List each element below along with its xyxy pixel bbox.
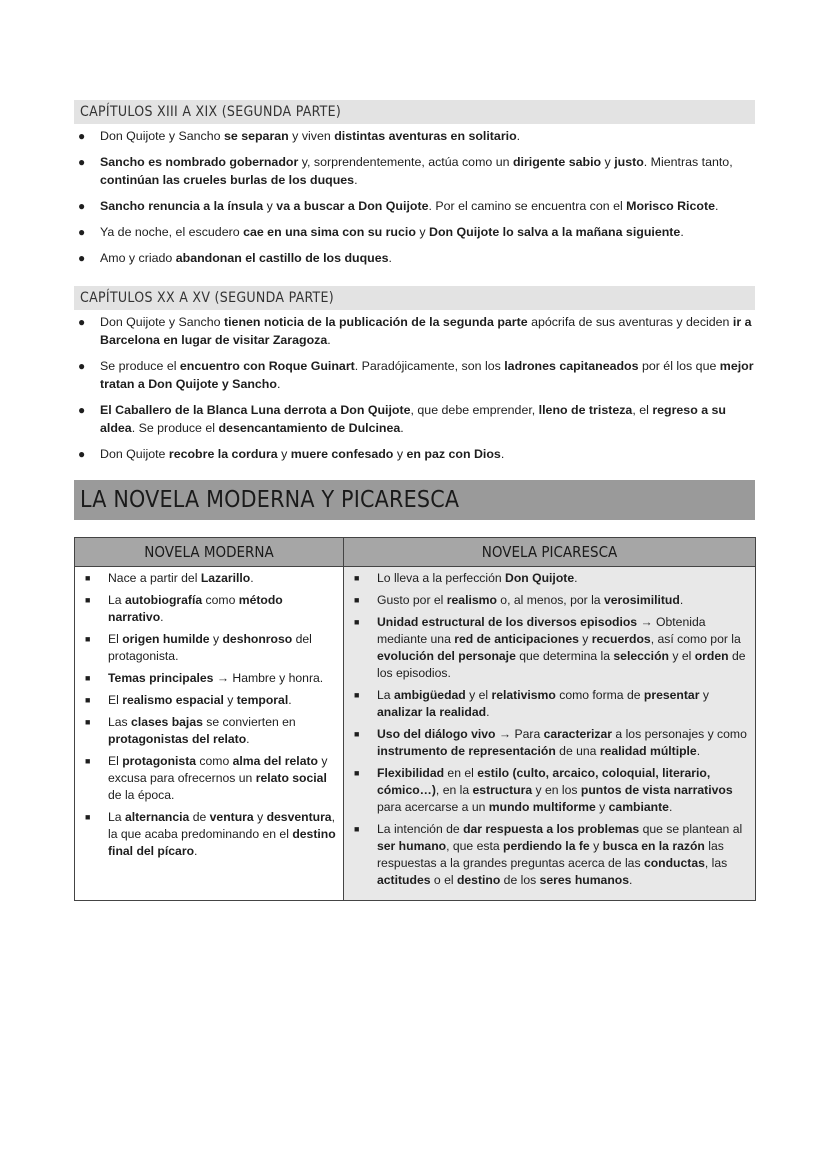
bold-text: va a buscar a Don Quijote: [276, 199, 429, 213]
comparison-table: [74, 537, 756, 901]
text: .: [327, 333, 331, 347]
text: .: [354, 173, 358, 187]
list-item: [74, 249, 755, 267]
bold-text: Morisco Ricote: [626, 199, 715, 213]
section-heading-chapters-13-19: CAPÍTULOS XIII A XIX (SEGUNDA PARTE): [74, 100, 755, 124]
bold-text: Uso del diálogo vivo: [377, 727, 496, 741]
text: Don Quijote: [100, 447, 169, 461]
bullet-icon: ●: [78, 155, 86, 169]
table-header-row: [75, 538, 756, 567]
text: , en la: [435, 783, 473, 797]
list-item: [79, 570, 339, 587]
bold-text: desencantamiento de Dulcinea: [218, 421, 401, 435]
text: .: [288, 693, 292, 707]
bold-text: mundo multiforme: [488, 800, 596, 814]
text: . Mientras tanto,: [643, 155, 733, 169]
bold-text: instrumento de representación: [377, 744, 556, 758]
header-novela-moderna: NOVELA MODERNA: [75, 538, 344, 567]
text: .: [486, 705, 490, 719]
text: y: [595, 800, 609, 814]
bold-text: seres humanos: [539, 873, 630, 887]
bold-text: continúan las crueles burlas de los duques: [100, 173, 355, 187]
text: en el: [444, 766, 478, 780]
list-item: [74, 127, 755, 145]
text: .: [668, 800, 673, 814]
square-bullet-icon: ■: [354, 573, 360, 583]
bold-text: orden: [694, 649, 729, 663]
bold-text: se separan: [223, 129, 289, 143]
text: y: [578, 632, 592, 646]
text: .: [629, 873, 633, 887]
text: de: [189, 810, 210, 824]
bold-text: ambigüedad: [393, 688, 466, 702]
main-heading: LA NOVELA MODERNA Y PICARESCA: [74, 480, 755, 520]
bold-text: Sancho es nombrado gobernador: [100, 155, 299, 169]
text: El: [108, 693, 123, 707]
bold-text: verosimilitud: [603, 593, 680, 607]
text: El: [108, 754, 123, 768]
list-item: [79, 809, 339, 860]
text: , la que acaba predominando en el: [108, 810, 335, 841]
bold-text: Don Quijote lo salva a la mañana siguiente: [429, 225, 681, 239]
text: y: [393, 447, 407, 461]
bold-text: evolución del personaje: [377, 649, 516, 663]
bold-text: desventura: [266, 810, 332, 824]
text: para acercarse a un: [377, 800, 489, 814]
square-bullet-icon: ■: [85, 573, 91, 583]
bold-text: justo: [614, 155, 644, 169]
bold-text: relato social: [255, 771, 327, 785]
bold-text: ser humano: [377, 839, 447, 853]
text: → Obtenida mediante una: [377, 615, 706, 646]
bold-text: Flexibilidad: [377, 766, 445, 780]
text: y el: [465, 688, 492, 702]
column-moderna: [75, 567, 344, 901]
list-item: [79, 670, 339, 687]
bold-text: Don Quijote: [505, 571, 575, 585]
square-bullet-icon: ■: [354, 690, 360, 700]
list-item: [74, 357, 755, 393]
text: que se plantean al: [639, 822, 743, 836]
list-item: [74, 445, 755, 463]
text: que determina la: [515, 649, 614, 663]
text: de una: [555, 744, 600, 758]
text: apócrifa de sus aventuras y deciden: [527, 315, 733, 329]
text: .: [250, 571, 254, 585]
column-picaresca: [344, 567, 756, 901]
bold-text: abandonan el castillo de los duques: [175, 251, 389, 265]
list-item: [79, 592, 339, 626]
text: y viven: [288, 129, 335, 143]
text: a los personajes y como: [612, 727, 747, 741]
text: .: [680, 225, 684, 239]
square-bullet-icon: ■: [85, 812, 91, 822]
list-item: [79, 753, 339, 804]
picaresca-list: [348, 570, 751, 889]
list-item: [79, 631, 339, 665]
text: La: [108, 593, 125, 607]
text: La: [108, 810, 125, 824]
text: y: [253, 810, 267, 824]
bold-text: regreso a su aldea: [100, 403, 727, 435]
text: .: [246, 732, 250, 746]
bold-text: muere confesado: [290, 447, 394, 461]
list-item: [79, 692, 339, 709]
text: por él los que: [638, 359, 720, 373]
square-bullet-icon: ■: [85, 595, 91, 605]
text: Ya de noche, el escudero: [100, 225, 244, 239]
bold-text: origen humilde: [122, 632, 210, 646]
text: o el: [430, 873, 457, 887]
text: . Paradójicamente, son los: [354, 359, 505, 373]
bold-text: analizar la realidad: [377, 705, 487, 719]
text: La: [377, 688, 394, 702]
bold-text: encuentro con Roque Guinart: [179, 359, 355, 373]
bold-text: selección: [613, 649, 669, 663]
text: Don Quijote y Sancho: [100, 315, 224, 329]
text: y: [415, 225, 429, 239]
bullet-icon: ●: [78, 403, 86, 417]
text: y: [209, 632, 223, 646]
square-bullet-icon: ■: [85, 695, 91, 705]
text: las respuestas a la grandes preguntas acerca de las: [377, 839, 724, 870]
text: .: [276, 377, 281, 391]
list-item: [348, 687, 751, 721]
square-bullet-icon: ■: [354, 768, 360, 778]
text: Don Quijote y Sancho: [100, 129, 224, 143]
bold-text: protagonista: [122, 754, 197, 768]
square-bullet-icon: ■: [354, 824, 360, 834]
text: como: [202, 593, 239, 607]
bold-text: alma del relato: [232, 754, 318, 768]
list-item: [79, 714, 339, 748]
bullet-icon: ●: [78, 129, 86, 143]
list-item: [348, 614, 751, 682]
bold-text: ir a Barcelona en lugar de visitar Zaragoza: [100, 315, 752, 347]
bullet-icon: ●: [78, 315, 86, 329]
bold-text: protagonistas del relato: [108, 732, 247, 746]
bold-text: Temas principales: [108, 671, 214, 685]
list-item: [348, 570, 751, 587]
text: .: [194, 844, 198, 858]
text: , que debe emprender,: [410, 403, 539, 417]
bold-text: tienen noticia de la publicación de la segunda parte: [223, 315, 528, 329]
bold-text: dar respuesta a los problemas: [463, 822, 640, 836]
text: .: [400, 421, 404, 435]
bold-text: lleno de tristeza: [538, 403, 633, 417]
square-bullet-icon: ■: [354, 617, 360, 627]
bold-text: distintas aventuras en solitario: [334, 129, 517, 143]
text: o, al menos, por la: [496, 593, 604, 607]
bullet-icon: ●: [78, 359, 86, 373]
square-bullet-icon: ■: [354, 729, 360, 739]
text: , las: [704, 856, 728, 870]
text: . Por el camino se encuentra con el: [428, 199, 627, 213]
text: como forma de: [555, 688, 644, 702]
bold-text: ladrones capitaneados: [504, 359, 639, 373]
bold-text: deshonroso: [222, 632, 293, 646]
list-item: [74, 313, 755, 349]
bold-text: método narrativo: [108, 593, 283, 624]
square-bullet-icon: ■: [85, 756, 91, 766]
bold-text: autobiografía: [124, 593, 203, 607]
list-item: [74, 153, 755, 189]
header-novela-picaresca: NOVELA PICARESCA: [344, 538, 756, 567]
bullet-icon: ●: [78, 251, 86, 265]
text: , el: [632, 403, 653, 417]
square-bullet-icon: ■: [85, 634, 91, 644]
text: y: [277, 447, 291, 461]
text: como: [196, 754, 233, 768]
text: Gusto por el: [377, 593, 447, 607]
bold-text: puntos de vista narrativos: [580, 783, 733, 797]
text: .: [516, 129, 521, 143]
text: → Para: [495, 727, 544, 741]
bold-text: perdiendo la fe: [503, 839, 590, 853]
section2-list: [74, 313, 755, 471]
list-item: [348, 821, 751, 889]
text: y en los: [532, 783, 581, 797]
bold-text: El Caballero de la Blanca Luna derrota a Don Quijote: [100, 403, 411, 417]
square-bullet-icon: ■: [85, 717, 91, 727]
bold-text: Lazarillo: [200, 571, 251, 585]
text: Las: [108, 715, 132, 729]
bold-text: alternancia: [124, 810, 190, 824]
text: El: [108, 632, 123, 646]
bold-text: Sancho renuncia a la ínsula: [100, 199, 264, 213]
text: de los episodios.: [377, 649, 746, 680]
bold-text: realismo espacial: [122, 693, 224, 707]
bold-text: recobre la cordura: [168, 447, 278, 461]
text: , así como por la: [650, 632, 741, 646]
text: y: [263, 199, 277, 213]
list-item: [74, 223, 755, 241]
text: .: [500, 447, 505, 461]
text: . Se produce el: [131, 421, 219, 435]
bold-text: presentar: [643, 688, 700, 702]
bold-text: clases bajas: [131, 715, 203, 729]
text: de la época.: [108, 788, 175, 802]
list-item: [74, 401, 755, 437]
list-item: [348, 765, 751, 816]
text: y: [601, 155, 615, 169]
bold-text: estilo (culto, arcaico, coloquial, literario, cómico…): [377, 766, 711, 797]
bold-text: cae en una sima con su rucio: [243, 225, 416, 239]
text: .: [714, 199, 719, 213]
bold-text: actitudes: [377, 873, 431, 887]
bullet-icon: ●: [78, 447, 86, 461]
text: Lo lleva a la perfección: [377, 571, 506, 585]
text: .: [696, 744, 701, 758]
text: y excusa para ofrecernos un: [108, 754, 328, 785]
list-item: [348, 592, 751, 609]
bold-text: caracterizar: [543, 727, 613, 741]
bold-text: ventura: [209, 810, 254, 824]
text: La intención de: [377, 822, 464, 836]
bold-text: red de anticipaciones: [454, 632, 579, 646]
text: y: [223, 693, 237, 707]
text: .: [574, 571, 578, 585]
square-bullet-icon: ■: [85, 673, 91, 683]
bold-text: conductas: [643, 856, 705, 870]
text: .: [679, 593, 684, 607]
text: del protagonista.: [108, 632, 312, 663]
bold-text: estructura: [472, 783, 533, 797]
text: se convierten en: [202, 715, 296, 729]
text: → Hambre y honra.: [213, 671, 324, 685]
bold-text: dirigente sabio: [512, 155, 602, 169]
text: de los: [500, 873, 540, 887]
bullet-icon: ●: [78, 225, 86, 239]
bold-text: relativismo: [491, 688, 556, 702]
text: Se produce el: [100, 359, 180, 373]
bold-text: destino final del pícaro: [108, 827, 336, 858]
text: y: [699, 688, 709, 702]
bold-text: cambiante: [608, 800, 669, 814]
bold-text: Unidad estructural de los diversos episodios: [377, 615, 638, 629]
list-item: [348, 726, 751, 760]
bold-text: temporal: [236, 693, 289, 707]
bold-text: realismo: [446, 593, 497, 607]
bold-text: en paz con Dios: [406, 447, 501, 461]
bold-text: recuerdos: [591, 632, 651, 646]
text: .: [388, 251, 392, 265]
list-item: [74, 197, 755, 215]
bold-text: mejor tratan a Don Quijote y Sancho: [100, 359, 754, 391]
section-heading-chapters-20-15: CAPÍTULOS XX A XV (SEGUNDA PARTE): [74, 286, 755, 310]
text: Nace a partir del: [108, 571, 201, 585]
section1-list: [74, 127, 755, 275]
text: y: [589, 839, 603, 853]
bullet-icon: ●: [78, 199, 86, 213]
bold-text: realidad múltiple: [599, 744, 697, 758]
text: .: [160, 610, 164, 624]
table-body-row: [75, 567, 756, 901]
text: , que esta: [446, 839, 504, 853]
text: Amo y criado: [100, 251, 176, 265]
moderna-list: [79, 570, 339, 860]
bold-text: busca en la razón: [602, 839, 705, 853]
bold-text: destino: [456, 873, 501, 887]
text: y, sorprendentemente, actúa como un: [298, 155, 513, 169]
text: y el: [668, 649, 695, 663]
square-bullet-icon: ■: [354, 595, 360, 605]
